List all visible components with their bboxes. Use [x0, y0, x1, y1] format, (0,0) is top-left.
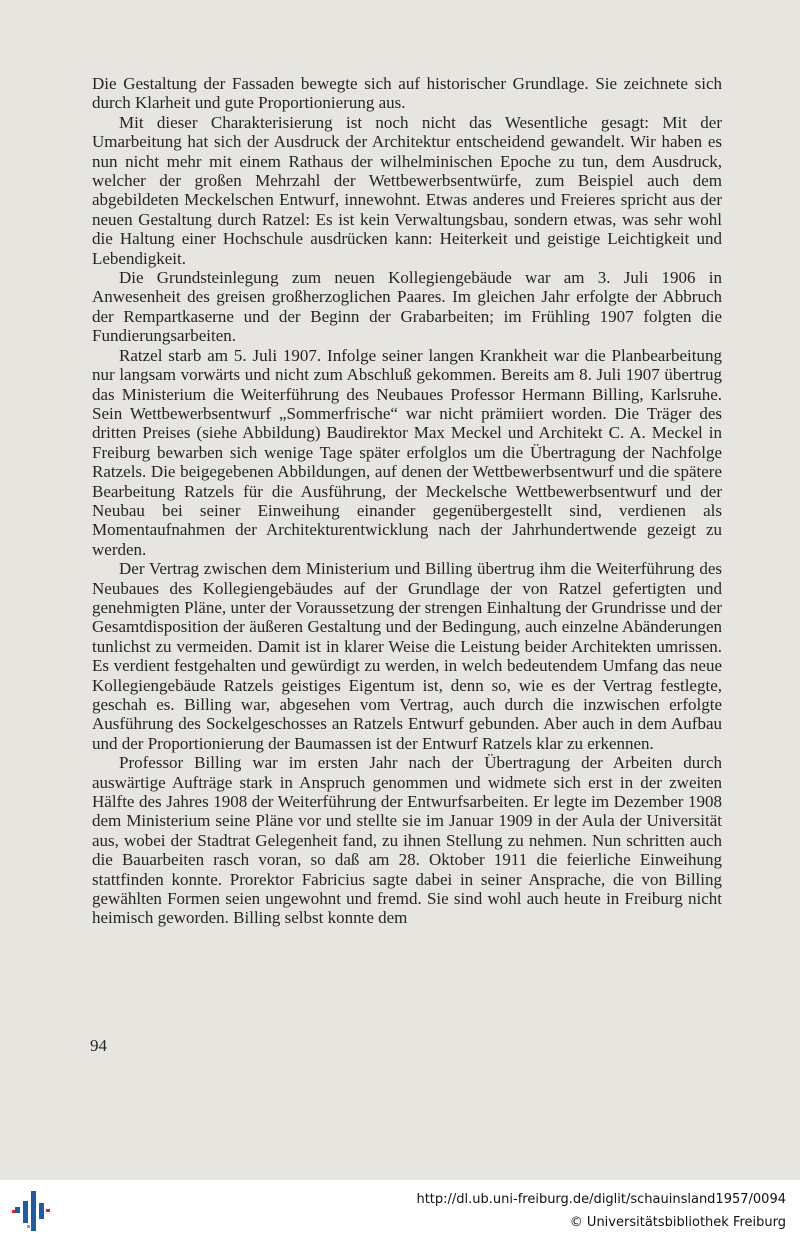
- paragraph: Die Gestaltung der Fassaden bewegte sich auf historischer Grundlage. Sie zeichnete sich durch Klarheit und gute Proportionierung aus.: [92, 74, 722, 113]
- page-number: 94: [90, 1036, 107, 1055]
- paragraph: Professor Billing war im ersten Jahr nach der Übertragung der Arbeiten durch auswärtige Aufträge stark in Anspruch genommen und widmete sich erst in der zweiten Hälfte des Jahres 1908 der Weiterführung der Entwurfsarbeiten. Er legte im Dezember 1908 dem Ministerium seine Pläne vor und stellte sie im Januar 1909 in der Aula der Universität aus, wobei der Stadtrat Gelegenheit fand, zu ihnen Stellung zu nehmen. Nun schritten auch die Bauarbeiten rasch voran, so daß am 28. Oktober 1911 die feierliche Einweihung stattfinden konnte. Prorektor Fabricius sagte dabei in seiner Ansprache, die von Billing gewählten Formen seien ungewohnt und fremd. Sie sind wohl auch heute in Freiburg nicht heimisch geworden. Billing selbst konnte dem: [92, 753, 722, 928]
- ub-freiburg-logo-icon: [12, 1187, 52, 1233]
- copyright-text: © Universitätsbibliothek Freiburg: [569, 1215, 786, 1230]
- paragraph: Mit dieser Charakterisierung ist noch nicht das Wesentliche gesagt: Mit der Umarbeitung hat sich der Ausdruck der Architektur entscheidend gewandelt. Wir haben es nun nicht mehr mit einem Rathaus der wilhelminischen Epoche zu tun, dem Ausdruck, welcher der großen Mehrzahl der Wettbewerbsentwürfe, zum Beispiel auch dem abgebildeten Meckelschen Entwurf, innewohnt. Etwas anderes und Freieres spricht aus der neuen Gestaltung durch Ratzel: Es ist kein Verwaltungsbau, sondern etwas, was sehr wohl die Haltung einer Hochschule ausdrücken kann: Heiterkeit und geistige Leichtigkeit und Lebendigkeit.: [92, 112, 722, 268]
- paragraph: Die Grundsteinlegung zum neuen Kollegiengebäude war am 3. Juli 1906 in Anwesenheit des greisen großherzoglichen Paares. Im gleichen Jahr erfolgte der Abbruch der Rempartkaserne und der Beginn der Grabarbeiten; im Frühling 1907 folgten die Fundierungsarbeiten.: [92, 268, 722, 346]
- permalink-link[interactable]: http://dl.ub.uni-freiburg.de/diglit/schauinsland1957/0094: [416, 1192, 786, 1207]
- body-text: [92, 74, 722, 928]
- paragraph: Der Vertrag zwischen dem Ministerium und Billing übertrug ihm die Weiterführung des Neubaues des Kollegiengebäudes auf der Grundlage der von Ratzel gefertigten und genehmigten Pläne, unter der Voraussetzung der strengen Einhaltung der Grundrisse und der Gesamtdisposition der äußeren Gestaltung und der Bedingung, auch einzelne Abänderungen tunlichst zu vermeiden. Damit ist in klarer Weise die Leistung beider Architekten umrissen. Es verdient festgehalten und gewürdigt zu werden, in welch bedeutendem Umfang das neue Kollegiengebäude Ratzels geistiges Eigentum ist, denn so, wie es der Vertrag festlegte, geschah es. Billing war, abgesehen vom Vertrag, auch durch die inzwischen erfolgte Ausführung des Sockelgeschosses an Ratzels Entwurf gebunden. Aber auch in dem Aufbau und der Proportionierung der Baumassen ist der Entwurf Ratzels klar zu erkennen.: [92, 559, 722, 753]
- footer-bar: [0, 1180, 800, 1239]
- paragraph: Ratzel starb am 5. Juli 1907. Infolge seiner langen Krankheit war die Planbearbeitung nur langsam vorwärts und nicht zum Abschluß gekommen. Bereits am 8. Juli 1907 übertrug das Ministerium die Weiterführung des Neubaues Professor Hermann Billing, Karlsruhe. Sein Wettbewerbsentwurf „Sommerfrische“ war nicht prämiiert worden. Die Träger des dritten Preises (siehe Abbildung) Baudirektor Max Meckel und Architekt C. A. Meckel in Freiburg bewarben sich wenige Tage später erfolglos um die Übertragung der Nachfolge Ratzels. Die beigegebenen Abbildungen, auf denen der Wettbewerbsentwurf und die spätere Bearbeitung Ratzels für die Ausführung, der Meckelsche Wettbewerbsentwurf und der Neubau bei seiner Einweihung einander gegenübergestellt sind, verdienen als Momentaufnahmen der Architekturentwicklung nach der Jahrhundertwende gezeigt zu werden.: [92, 345, 722, 559]
